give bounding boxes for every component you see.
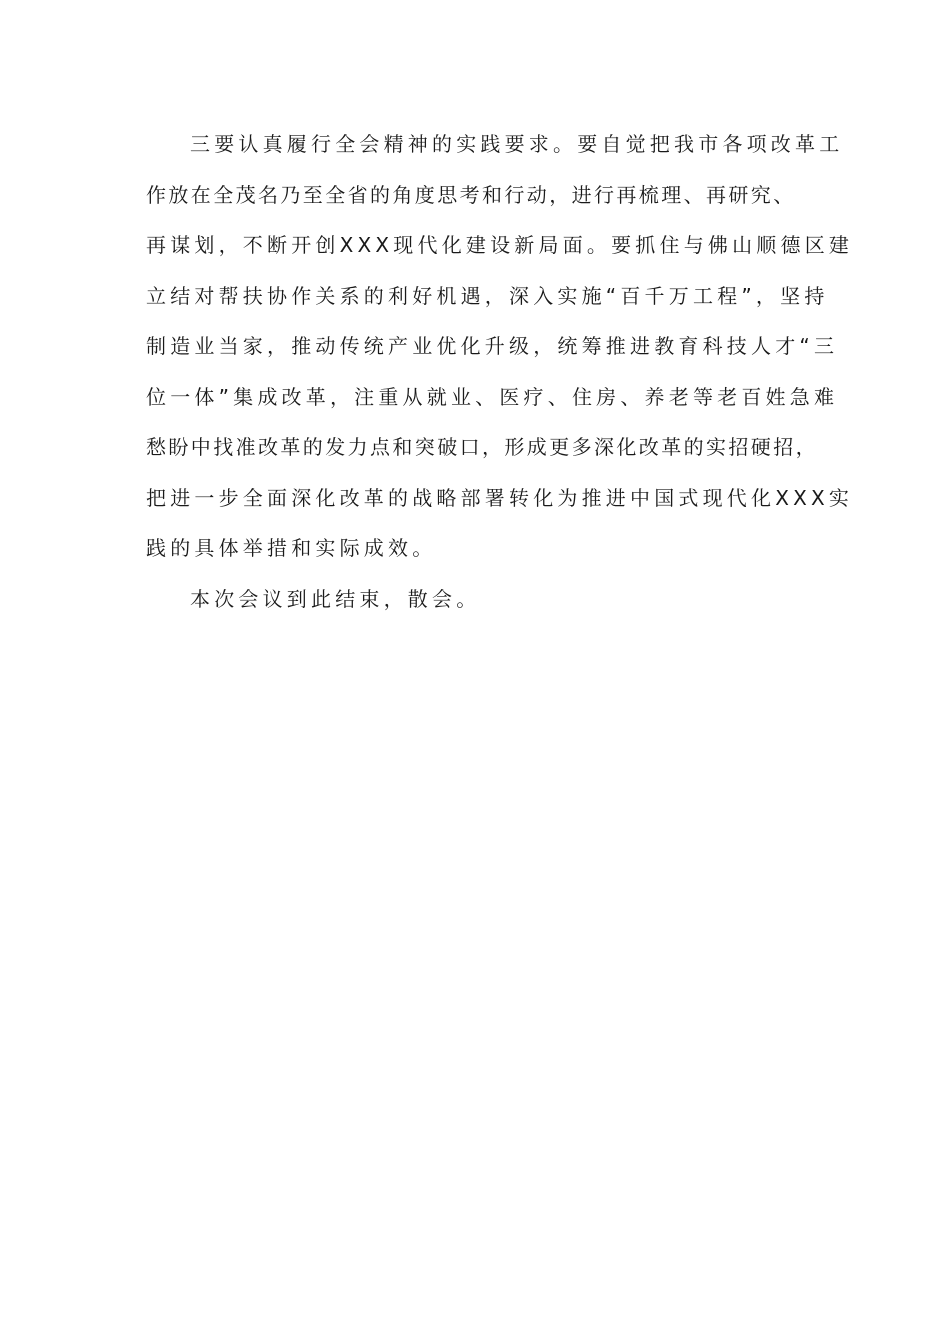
paragraph-line: 再谋划，不断开创XXX现代化建设新局面。要抓住与佛山顺德区建 [146,233,854,257]
paragraph-line: 位一体”集成改革，注重从就业、医疗、住房、养老等老百姓急难 [146,384,839,409]
paragraph-line: 愁盼中找准改革的发力点和突破口，形成更多深化改革的实招硬招， [146,435,818,459]
document-body [146,132,854,612]
paragraph-line: 践的具体举措和实际成效。 [146,536,437,560]
paragraph-line: 把进一步全面深化改革的战略部署转化为推进中国式现代化XXX实 [146,485,854,510]
paragraph-line: 本次会议到此结束，散会。 [190,586,481,611]
paragraph-line: 制造业当家，推动传统产业优化升级，统筹推进教育科技人才“三 [146,334,839,358]
paragraph-line: 三要认真履行全会精神的实践要求。要自觉把我市各项改革工 [190,132,844,156]
paragraph-line: 作放在全茂名乃至全省的角度思考和行动，进行再梳理、再研究、 [146,182,796,207]
paragraph-line: 立结对帮扶协作关系的利好机遇，深入实施“百千万工程”，坚持 [146,283,829,308]
paragraph-1 [146,132,854,561]
paragraph-2 [146,587,816,612]
